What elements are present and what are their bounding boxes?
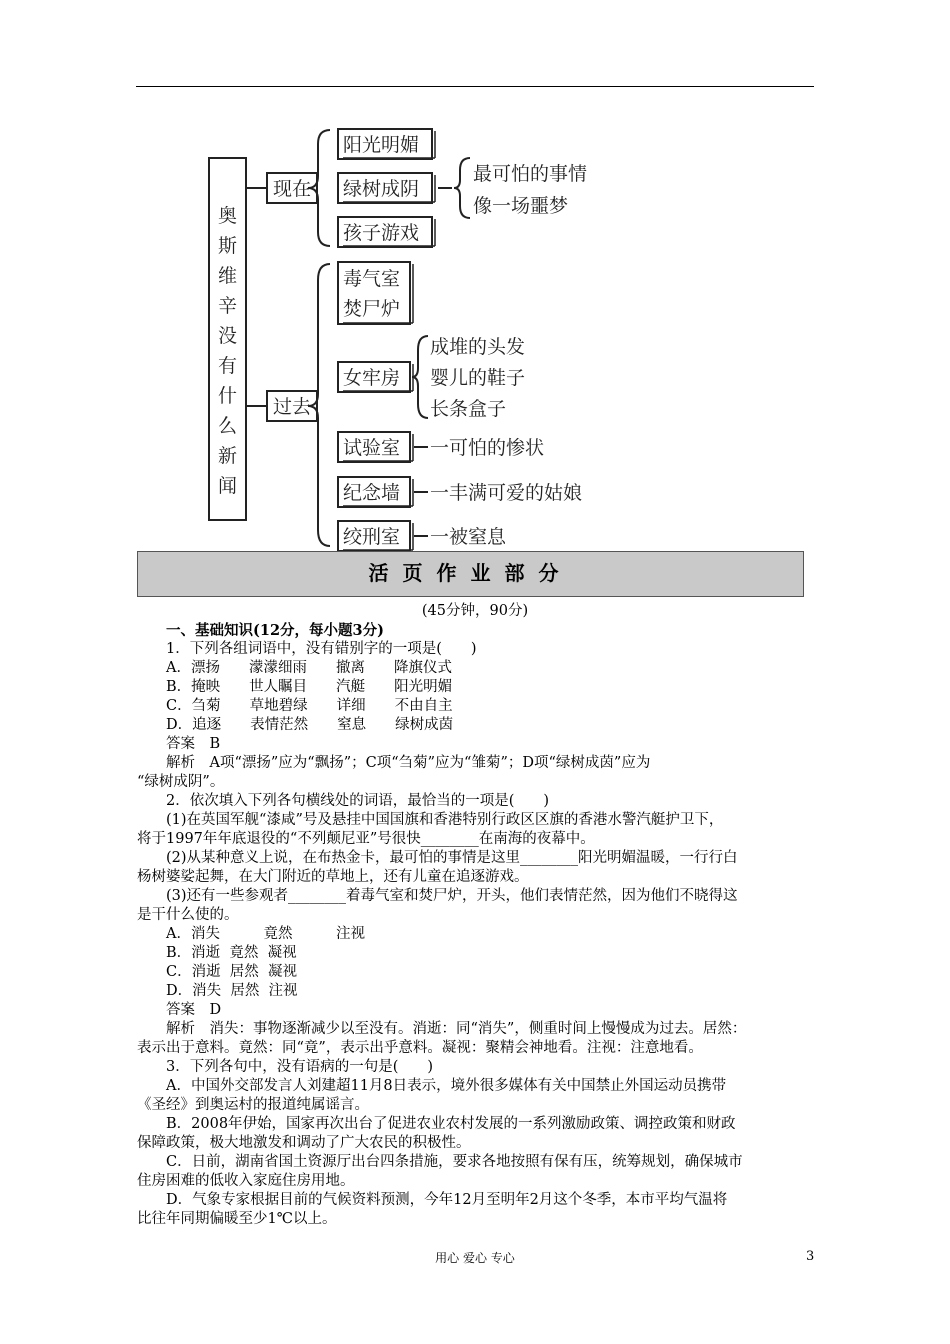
text-line: C．刍菊 草地碧绿 详细 不由自主 (166, 698, 453, 714)
past-wall: 纪念墙 (343, 482, 401, 504)
root-title (218, 205, 237, 497)
text-line: 住房困难的低收入家庭住房用地。 (137, 1173, 355, 1189)
section-banner: 活页作业部分 (137, 551, 804, 597)
text-line: (2)从某种意义上说，在布热金卡，最可怕的事情是这里________阳光明媚温暖，一行行白 (166, 850, 738, 866)
text-line: D．气象专家根据目前的气候资料预测，今年12月至明年2月这个冬季，本市平均气温将 (166, 1192, 728, 1208)
root-title-char: 新 (218, 445, 238, 467)
time-note: (45分钟，90分) (421, 603, 529, 619)
text-line: 将于1997年年底退役的“不列颠尼亚”号很快________在南海的夜幕中。 (137, 831, 595, 847)
past-gas-2: 焚尸炉 (343, 298, 401, 320)
question-lines (137, 621, 813, 1229)
prison-detail-2: 婴儿的鞋子 (430, 367, 526, 389)
exercise-content (137, 602, 813, 1229)
text-line: A．消失 竟然 注视 (166, 926, 365, 942)
now-item-3: 孩子游戏 (343, 222, 420, 244)
past-gallows: 绞刑室 (343, 526, 401, 548)
text-line: (1)在英国军舰“漆咸”号及悬挂中国国旗和香港特别行政区区旗的香港水警汽艇护卫下， (166, 812, 724, 828)
text-line: D．消失 居然 注视 (166, 983, 298, 999)
root-title-char: 维 (218, 265, 238, 287)
text-line: 1．下列各组词语中，没有错别字的一项是( ) (166, 641, 477, 657)
text-line: B．掩映 世人瞩目 汽艇 阳光明媚 (166, 679, 453, 695)
text-line: “绿树成阴”。 (137, 774, 225, 790)
past-prison: 女牢房 (343, 367, 401, 389)
root-title-char: 辛 (218, 295, 238, 317)
prison-detail-1: 成堆的头发 (430, 336, 526, 358)
root-title-char: 有 (218, 355, 238, 377)
page-number: 3 (806, 1249, 815, 1264)
text-line: 比往年同期偏暖至少1℃以上。 (137, 1211, 337, 1227)
wall-detail: 一丰满可爱的姑娘 (430, 482, 583, 504)
text-line: B．消逝 竟然 凝视 (166, 945, 297, 961)
root-title-char: 什 (218, 385, 238, 407)
root-title-char: 斯 (218, 235, 238, 257)
text-line: A．中国外交部发言人刘建超11月8日表示，境外很多媒体有关中国禁止外国运动员携带 (166, 1078, 727, 1094)
text-line: 是干什么使的。 (137, 907, 239, 923)
now-item-2: 绿树成阴 (343, 178, 420, 200)
text-line: C．消逝 居然 凝视 (166, 964, 298, 980)
text-line: D．追逐 表情茫然 窒息 绿树成茵 (166, 717, 454, 733)
now-label: 现在 (273, 178, 312, 200)
root-title-char: 奥 (218, 205, 238, 227)
text-line: 杨树婆娑起舞，在大门附近的草地上，还有儿童在追逐游戏。 (137, 869, 529, 885)
text-line: 《圣经》到奥运村的报道纯属谣言。 (137, 1097, 369, 1113)
text-line: 答案 D (166, 1002, 222, 1018)
text-line: 保障政策，极大地激发和调动了广大农民的积极性。 (137, 1135, 471, 1151)
text-line: (3)还有一些参观者________着毒气室和焚尸炉，开头，他们表情茫然，因为他们不晓得这 (166, 888, 738, 904)
root-title-char: 没 (218, 325, 238, 347)
prison-detail-3: 长条盒子 (430, 398, 507, 420)
past-lab: 试验室 (343, 437, 401, 459)
gallows-detail: 一被窒息 (430, 526, 507, 548)
footer-text: 用心 爱心 专心 (435, 1251, 515, 1265)
text-line: 一、基础知识(12分，每小题3分) (166, 622, 384, 639)
now-item-1: 阳光明媚 (343, 134, 420, 156)
now-detail-1: 最可怕的事情 (473, 163, 588, 185)
past-label: 过去 (273, 396, 312, 418)
text-line: 解析 消失：事物逐渐减少以至没有。消逝：同“消失”，侧重时间上慢慢成为过去。居然： (166, 1021, 747, 1037)
past-gas-1: 毒气室 (343, 268, 401, 290)
text-line: 3．下列各句中，没有语病的一句是( ) (166, 1059, 434, 1075)
text-line: C．日前，湖南省国土资源厅出台四条措施，要求各地按照有保有压，统筹规划，确保城市 (166, 1154, 743, 1170)
text-line: 答案 B (166, 736, 221, 752)
root-title-char: 闻 (218, 475, 238, 497)
mind-map-diagram (0, 0, 950, 560)
text-line: 2．依次填入下列各句横线处的词语，最恰当的一项是( ) (166, 793, 550, 809)
text-line: A．漂扬 濛濛细雨 撤离 降旗仪式 (166, 660, 452, 676)
root-title-char: 么 (218, 415, 238, 437)
lab-detail: 一可怕的惨状 (430, 437, 545, 459)
text-line: 表示出于意料。竟然：同“竟”，表示出乎意料。凝视：聚精会神地看。注视：注意地看。 (137, 1040, 703, 1056)
text-line: B．2008年伊始，国家再次出台了促进农业农村发展的一系列激励政策、调控政策和财政 (166, 1116, 736, 1132)
text-line: 解析 A项“漂扬”应为“飘扬”；C项“刍菊”应为“雏菊”；D项“绿树成茵”应为 (166, 755, 651, 771)
now-detail-2: 像一场噩梦 (473, 195, 569, 217)
